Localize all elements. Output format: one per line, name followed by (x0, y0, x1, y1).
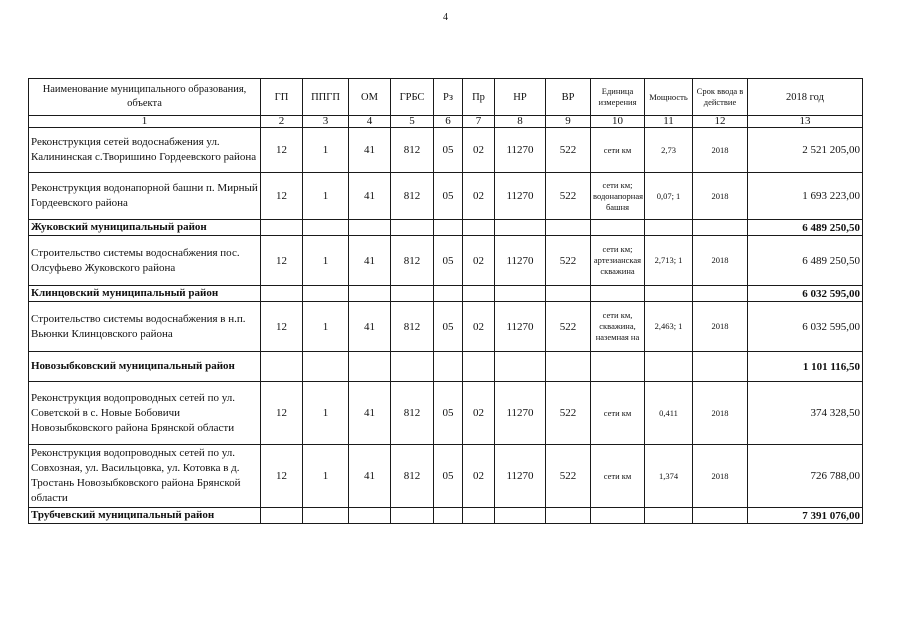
empty-cell (591, 352, 645, 382)
table-body (29, 79, 863, 524)
nr-cell: 11270 (495, 173, 546, 220)
object-name: Реконструкция водонапорной башни п. Мирный Гордеевского района (29, 173, 261, 220)
pr-cell: 02 (463, 236, 495, 286)
column-number: 7 (463, 116, 495, 128)
empty-cell (463, 286, 495, 302)
amount-cell: 2 521 205,00 (748, 128, 863, 173)
pr-cell: 02 (463, 302, 495, 352)
om-cell: 41 (349, 236, 391, 286)
empty-cell (391, 220, 434, 236)
vr-cell: 522 (546, 173, 591, 220)
nr-cell: 11270 (495, 445, 546, 508)
unit-cell: сети км; водонапорная башня (591, 173, 645, 220)
column-number: 2 (261, 116, 303, 128)
vr-cell: 522 (546, 382, 591, 445)
year-cell: 2018 (693, 445, 748, 508)
district-row (29, 220, 863, 236)
district-name: Новозыбковский муниципальный район (29, 352, 261, 382)
district-total: 1 101 116,50 (748, 352, 863, 382)
district-total: 7 391 076,00 (748, 508, 863, 524)
column-number: 10 (591, 116, 645, 128)
amount-cell: 374 328,50 (748, 382, 863, 445)
empty-cell (434, 352, 463, 382)
header-cell: ППГП (303, 79, 349, 116)
empty-cell (546, 352, 591, 382)
empty-cell (261, 220, 303, 236)
ppgp-cell: 1 (303, 302, 349, 352)
rz-cell: 05 (434, 382, 463, 445)
om-cell: 41 (349, 445, 391, 508)
grbs-cell: 812 (391, 236, 434, 286)
empty-cell (495, 352, 546, 382)
ppgp-cell: 1 (303, 236, 349, 286)
rz-cell: 05 (434, 128, 463, 173)
nr-cell: 11270 (495, 236, 546, 286)
empty-cell (349, 352, 391, 382)
budget-table (28, 78, 863, 524)
empty-cell (591, 508, 645, 524)
column-number: 6 (434, 116, 463, 128)
rz-cell: 05 (434, 302, 463, 352)
header-cell: ОМ (349, 79, 391, 116)
unit-cell: сети км (591, 128, 645, 173)
header-cell: 2018 год (748, 79, 863, 116)
header-cell: Мощность (645, 79, 693, 116)
object-row (29, 236, 863, 286)
header-cell: Рз (434, 79, 463, 116)
grbs-cell: 812 (391, 445, 434, 508)
pr-cell: 02 (463, 173, 495, 220)
column-number: 1 (29, 116, 261, 128)
grbs-cell: 812 (391, 128, 434, 173)
capacity-cell: 0,411 (645, 382, 693, 445)
year-cell: 2018 (693, 128, 748, 173)
capacity-cell: 2,713; 1 (645, 236, 693, 286)
empty-cell (645, 508, 693, 524)
ppgp-cell: 1 (303, 445, 349, 508)
empty-cell (591, 286, 645, 302)
unit-cell: сети км (591, 445, 645, 508)
column-number: 8 (495, 116, 546, 128)
empty-cell (546, 220, 591, 236)
rz-cell: 05 (434, 173, 463, 220)
unit-cell: сети км; артезианская скважина (591, 236, 645, 286)
empty-cell (693, 220, 748, 236)
header-cell: Срок ввода в действие (693, 79, 748, 116)
empty-cell (495, 508, 546, 524)
empty-cell (303, 286, 349, 302)
object-name: Строительство системы водоснабжения пос. Олсуфьево Жуковского района (29, 236, 261, 286)
empty-cell (261, 286, 303, 302)
empty-cell (391, 352, 434, 382)
empty-cell (261, 352, 303, 382)
empty-cell (693, 508, 748, 524)
district-row (29, 286, 863, 302)
empty-cell (391, 508, 434, 524)
year-cell: 2018 (693, 382, 748, 445)
object-name: Реконструкция водопроводных сетей по ул. Совхозная, ул. Васильцовка, ул. Котовка в д. Тростань Новозыбковского района Брянской области (29, 445, 261, 508)
pr-cell: 02 (463, 382, 495, 445)
gp-cell: 12 (261, 445, 303, 508)
empty-cell (591, 220, 645, 236)
grbs-cell: 812 (391, 302, 434, 352)
object-row (29, 128, 863, 173)
om-cell: 41 (349, 128, 391, 173)
gp-cell: 12 (261, 236, 303, 286)
nr-cell: 11270 (495, 382, 546, 445)
empty-cell (303, 352, 349, 382)
nr-cell: 11270 (495, 302, 546, 352)
gp-cell: 12 (261, 128, 303, 173)
header-cell: Единица измерения (591, 79, 645, 116)
empty-cell (546, 508, 591, 524)
empty-cell (349, 508, 391, 524)
empty-cell (349, 220, 391, 236)
vr-cell: 522 (546, 445, 591, 508)
district-total: 6 489 250,50 (748, 220, 863, 236)
object-row (29, 173, 863, 220)
nr-cell: 11270 (495, 128, 546, 173)
column-number-row (29, 116, 863, 128)
header-cell: ВР (546, 79, 591, 116)
header-cell: ГРБС (391, 79, 434, 116)
gp-cell: 12 (261, 173, 303, 220)
empty-cell (261, 508, 303, 524)
empty-cell (546, 286, 591, 302)
header-cell: Наименование муниципального образования, объекта (29, 79, 261, 116)
object-name: Реконструкция сетей водоснабжения ул. Калининская с.Творишино Гордеевского района (29, 128, 261, 173)
unit-cell: сети км (591, 382, 645, 445)
district-name: Трубчевский муниципальный район (29, 508, 261, 524)
empty-cell (645, 286, 693, 302)
empty-cell (495, 220, 546, 236)
district-row (29, 352, 863, 382)
vr-cell: 522 (546, 302, 591, 352)
empty-cell (645, 220, 693, 236)
empty-cell (434, 286, 463, 302)
column-number: 13 (748, 116, 863, 128)
unit-cell: сети км, скважина, наземная на (591, 302, 645, 352)
column-number: 3 (303, 116, 349, 128)
empty-cell (434, 220, 463, 236)
om-cell: 41 (349, 302, 391, 352)
grbs-cell: 812 (391, 173, 434, 220)
header-cell: Пр (463, 79, 495, 116)
empty-cell (463, 508, 495, 524)
amount-cell: 6 032 595,00 (748, 302, 863, 352)
header-cell: НР (495, 79, 546, 116)
capacity-cell: 2,463; 1 (645, 302, 693, 352)
amount-cell: 6 489 250,50 (748, 236, 863, 286)
amount-cell: 1 693 223,00 (748, 173, 863, 220)
empty-cell (349, 286, 391, 302)
column-number: 5 (391, 116, 434, 128)
capacity-cell: 1,374 (645, 445, 693, 508)
empty-cell (463, 220, 495, 236)
district-total: 6 032 595,00 (748, 286, 863, 302)
empty-cell (463, 352, 495, 382)
header-cell: ГП (261, 79, 303, 116)
pr-cell: 02 (463, 445, 495, 508)
capacity-cell: 0,07; 1 (645, 173, 693, 220)
column-number: 9 (546, 116, 591, 128)
rz-cell: 05 (434, 236, 463, 286)
empty-cell (434, 508, 463, 524)
ppgp-cell: 1 (303, 173, 349, 220)
rz-cell: 05 (434, 445, 463, 508)
object-name: Строительство системы водоснабжения в н.п. Вьюнки Клинцовского района (29, 302, 261, 352)
ppgp-cell: 1 (303, 128, 349, 173)
object-row (29, 382, 863, 445)
page-number: 4 (443, 12, 448, 23)
column-number: 11 (645, 116, 693, 128)
om-cell: 41 (349, 382, 391, 445)
amount-cell: 726 788,00 (748, 445, 863, 508)
object-name: Реконструкция водопроводных сетей по ул. Советской в с. Новые Бобовичи Новозыбковского района Брянской области (29, 382, 261, 445)
object-row (29, 445, 863, 508)
empty-cell (303, 508, 349, 524)
object-row (29, 302, 863, 352)
om-cell: 41 (349, 173, 391, 220)
empty-cell (693, 352, 748, 382)
district-row (29, 508, 863, 524)
column-number: 4 (349, 116, 391, 128)
grbs-cell: 812 (391, 382, 434, 445)
empty-cell (645, 352, 693, 382)
header-row (29, 79, 863, 116)
vr-cell: 522 (546, 128, 591, 173)
district-name: Клинцовский муниципальный район (29, 286, 261, 302)
gp-cell: 12 (261, 382, 303, 445)
year-cell: 2018 (693, 173, 748, 220)
gp-cell: 12 (261, 302, 303, 352)
district-name: Жуковский муниципальный район (29, 220, 261, 236)
column-number: 12 (693, 116, 748, 128)
vr-cell: 522 (546, 236, 591, 286)
year-cell: 2018 (693, 236, 748, 286)
empty-cell (303, 220, 349, 236)
capacity-cell: 2,73 (645, 128, 693, 173)
pr-cell: 02 (463, 128, 495, 173)
ppgp-cell: 1 (303, 382, 349, 445)
empty-cell (693, 286, 748, 302)
empty-cell (391, 286, 434, 302)
year-cell: 2018 (693, 302, 748, 352)
empty-cell (495, 286, 546, 302)
